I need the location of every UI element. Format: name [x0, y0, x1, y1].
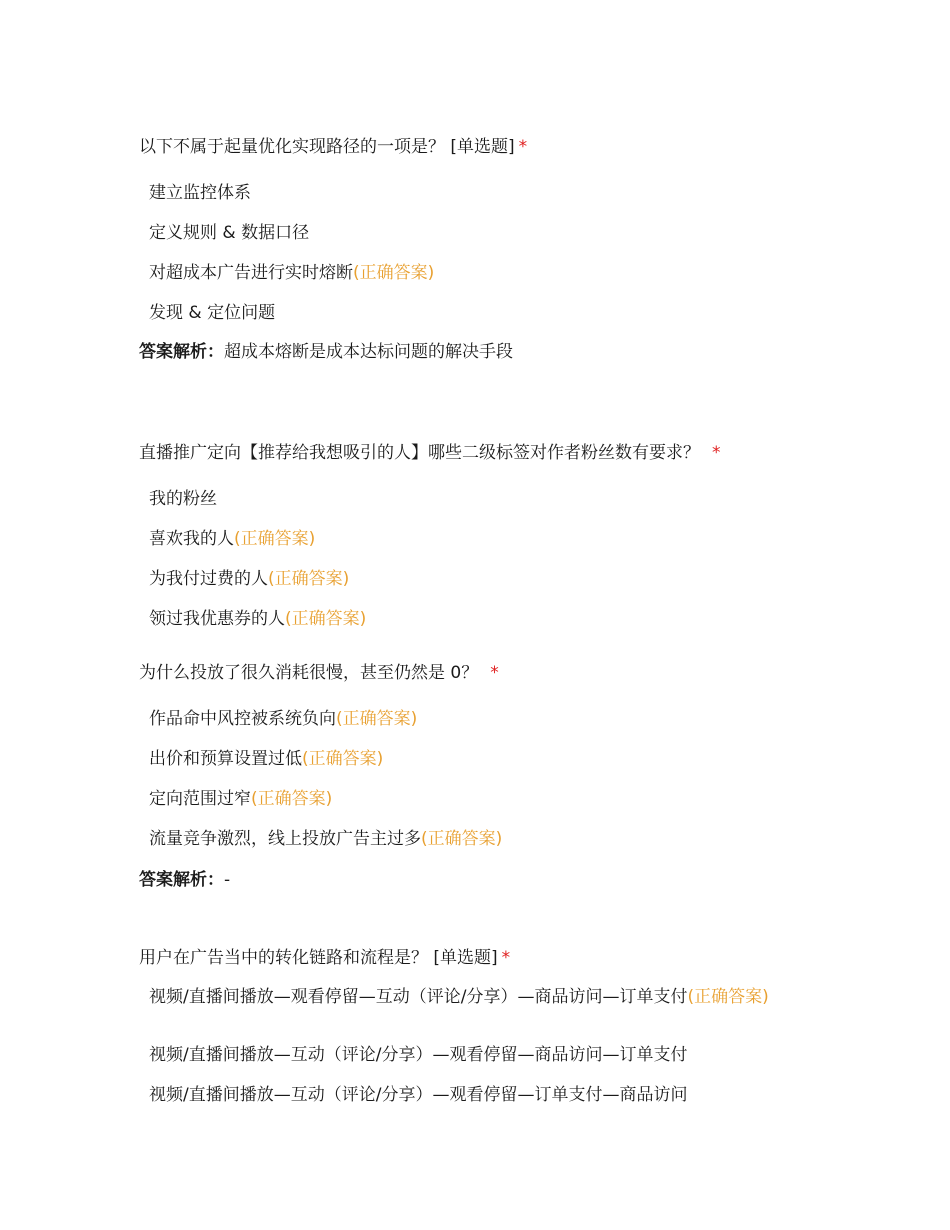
required-mark: *: [501, 948, 511, 968]
q4-option-1: 视频/直播间播放—观看停留—互动（评论/分享）—商品访问—订单支付(正确答案): [149, 987, 769, 1007]
analysis-label: 答案解析：: [139, 870, 224, 890]
correct-answer-tag: (正确答案): [268, 569, 350, 589]
correct-answer-tag: (正确答案): [251, 789, 333, 809]
required-mark: *: [490, 663, 499, 683]
q3-analysis: [139, 869, 230, 891]
q3-option-1: 作品命中风控被系统负向(正确答案): [149, 709, 418, 729]
analysis-text: -: [224, 870, 231, 890]
required-mark: *: [712, 443, 721, 463]
correct-answer-tag: (正确答案): [336, 709, 418, 729]
q1-option-1: 建立监控体系: [149, 183, 251, 203]
analysis-label: 答案解析：: [139, 342, 224, 362]
correct-answer-tag: (正确答案): [353, 263, 435, 283]
q3-option-4: 流量竞争激烈，线上投放广告主过多(正确答案): [149, 829, 503, 849]
correct-answer-tag: (正确答案): [302, 749, 384, 769]
question-4-text: 用户在广告当中的转化链路和流程是？ [单选题]: [139, 948, 498, 968]
question-2-text: 直播推广定向【推荐给我想吸引的人】哪些二级标签对作者粉丝数有要求？: [139, 443, 700, 463]
question-3-text: 为什么投放了很久消耗很慢，甚至仍然是 0？: [139, 663, 479, 683]
q4-option-2: 视频/直播间播放—互动（评论/分享）—观看停留—商品访问—订单支付: [149, 1045, 688, 1065]
q3-option-2: 出价和预算设置过低(正确答案): [149, 749, 384, 769]
question-4-title: [139, 947, 510, 969]
q1-analysis: [139, 341, 513, 363]
question-1-title: [139, 136, 527, 158]
q2-option-2: 喜欢我的人(正确答案): [149, 529, 316, 549]
q1-option-3: 对超成本广告进行实时熔断(正确答案): [149, 263, 435, 283]
required-mark: *: [518, 137, 528, 157]
q1-option-4: 发现 & 定位问题: [149, 303, 276, 323]
correct-answer-tag: (正确答案): [421, 829, 503, 849]
q2-option-4: 领过我优惠券的人(正确答案): [149, 609, 367, 629]
question-1-text: 以下不属于起量优化实现路径的一项是？ [单选题]: [139, 137, 515, 157]
question-3-title: [139, 662, 499, 684]
correct-answer-tag: (正确答案): [687, 987, 769, 1007]
q1-option-2: 定义规则 & 数据口径: [149, 223, 310, 243]
analysis-text: 超成本熔断是成本达标问题的解决手段: [224, 342, 513, 362]
correct-answer-tag: (正确答案): [285, 609, 367, 629]
question-2-title: [139, 442, 721, 464]
q3-option-3: 定向范围过窄(正确答案): [149, 789, 333, 809]
q2-option-1: 我的粉丝: [149, 489, 217, 509]
correct-answer-tag: (正确答案): [234, 529, 316, 549]
q2-option-3: 为我付过费的人(正确答案): [149, 569, 350, 589]
q4-option-3: 视频/直播间播放—互动（评论/分享）—观看停留—订单支付—商品访问: [149, 1085, 688, 1105]
